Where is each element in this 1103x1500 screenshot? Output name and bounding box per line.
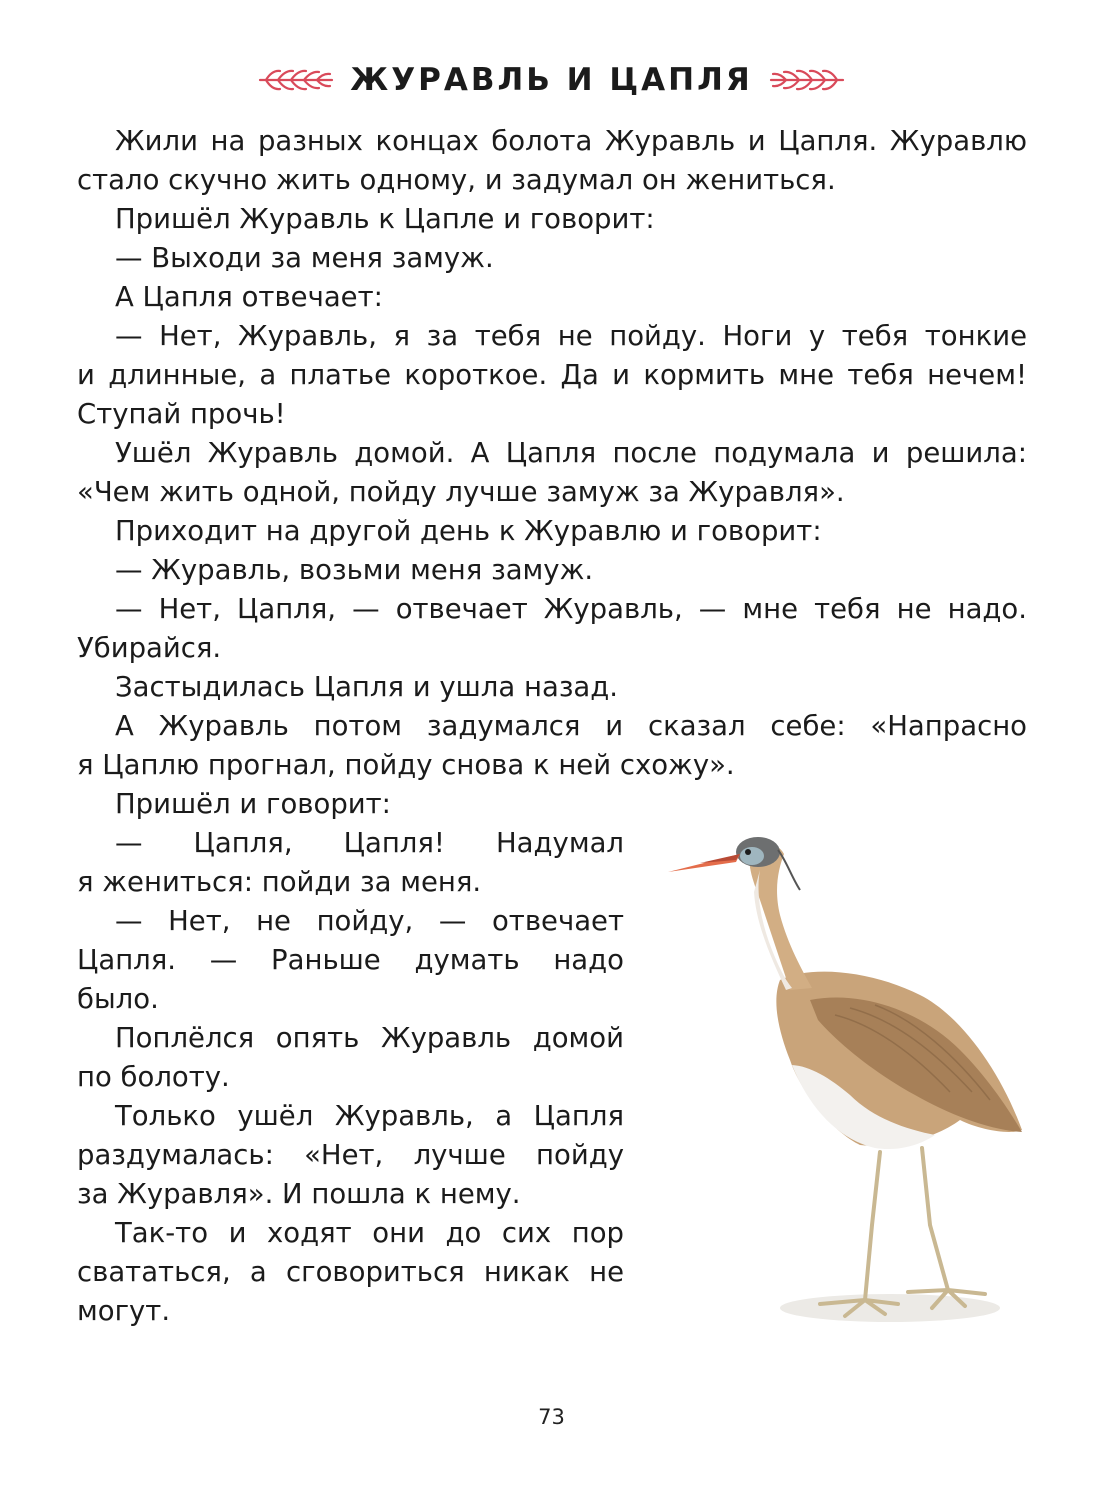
text-line: А Журавль потом задумался и сказал себе: «Напрасно xyxy=(115,710,1027,742)
text-line: — Нет, Цапля, — отвечает Журавль, — мне тебя не надо. xyxy=(115,593,1027,625)
text-line: — Журавль, возьми меня замуж. xyxy=(115,554,594,586)
text-line: я Цаплю прогнал, пойду снова к ней схожу». xyxy=(77,749,735,781)
title-row xyxy=(0,62,1103,98)
feather-ornament-left-icon xyxy=(258,65,336,95)
text-line: по болоту. xyxy=(77,1061,230,1093)
text-line: Ступай прочь! xyxy=(77,398,286,430)
page-number: 73 xyxy=(538,1405,565,1429)
text-line: — Нет, не пойду, — отвечает xyxy=(115,905,624,937)
text-line: и длинные, а платье короткое. Да и кормить мне тебя нечем! xyxy=(77,359,1027,391)
text-line: за Журавля». И пошла к нему. xyxy=(77,1178,521,1210)
text-line: было. xyxy=(77,983,159,1015)
text-line: я жениться: пойди за меня. xyxy=(77,866,482,898)
page-title: ЖУРАВЛЬ И ЦАПЛЯ xyxy=(350,62,753,98)
text-line: — Нет, Журавль, я за тебя не пойду. Ноги у тебя тонкие xyxy=(115,320,1027,352)
text-line: Пришёл и говорит: xyxy=(115,788,391,820)
text-line: «Чем жить одной, пойду лучше замуж за Журавля». xyxy=(77,476,845,508)
text-line: А Цапля отвечает: xyxy=(115,281,383,313)
text-line: могут. xyxy=(77,1295,171,1327)
text-line: стало скучно жить одному, и задумал он жениться. xyxy=(77,164,836,196)
text-line: — Цапля, Цапля! Надумал xyxy=(115,827,624,859)
text-line: Цапля. — Раньше думать надо xyxy=(77,944,624,976)
text-line: свататься, а сговориться никак не xyxy=(77,1256,624,1288)
text-line: — Выходи за меня замуж. xyxy=(115,242,494,274)
text-line: Так-то и ходят они до сих пор xyxy=(115,1217,624,1249)
feather-ornament-right-icon xyxy=(767,65,845,95)
text-line: Поплёлся опять Журавль домой xyxy=(115,1022,624,1054)
text-line: Приходит на другой день к Журавлю и говорит: xyxy=(115,515,822,547)
text-line: Пришёл Журавль к Цапле и говорит: xyxy=(115,203,655,235)
text-line: Убирайся. xyxy=(77,632,222,664)
heron-illustration xyxy=(660,830,1040,1370)
text-line: Застыдилась Цапля и ушла назад. xyxy=(115,671,619,703)
text-line: Жили на разных концах болота Журавль и Цапля. Журавлю xyxy=(115,125,1027,157)
text-line: Ушёл Журавль домой. А Цапля после подумала и решила: xyxy=(115,437,1027,469)
text-line: раздумалась: «Нет, лучше пойду xyxy=(77,1139,624,1171)
text-line: Только ушёл Журавль, а Цапля xyxy=(115,1100,624,1132)
